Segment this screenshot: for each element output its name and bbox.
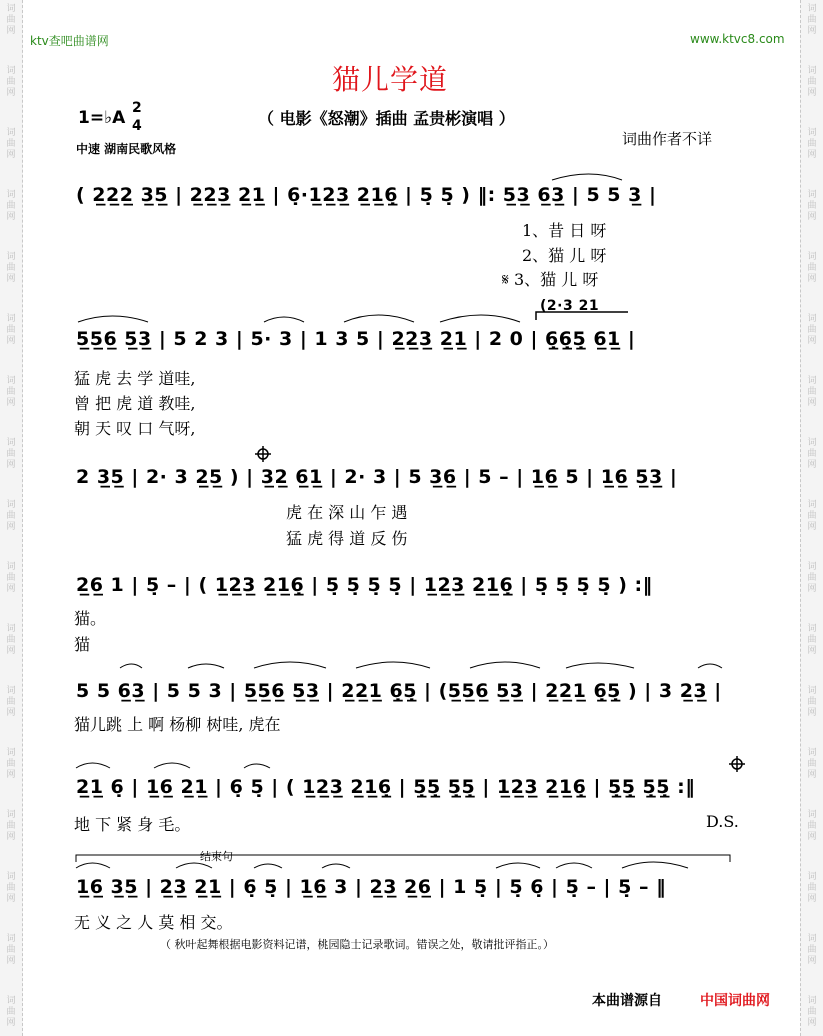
source-site: 中国词曲网 <box>700 993 770 1009</box>
time-signature-bottom: 4 <box>132 118 142 134</box>
coda-symbol-icon <box>255 446 271 462</box>
lyric-row-2-verse-3: 朝 天 叹 口 气呀, <box>74 419 196 438</box>
watermark-glyph-stack: 词 曲 网 <box>807 686 817 718</box>
watermark-glyph-stack: 词 曲 网 <box>807 500 817 532</box>
watermark-glyph-stack: 词 曲 网 <box>807 748 817 780</box>
watermark-glyph-stack: 词 曲 网 <box>6 996 16 1028</box>
lyric-row-6: 地 下 紧 身 毛。 <box>74 815 191 834</box>
watermark-glyph-stack: 词 曲 网 <box>6 438 16 470</box>
tempo-style: 中速 湖南民歌风格 <box>76 142 177 156</box>
watermark-glyph-stack: 词 曲 网 <box>6 4 16 36</box>
watermark-site-left: ktv查吧曲谱网 <box>30 34 109 48</box>
watermark-glyph-stack: 词 曲 网 <box>6 500 16 532</box>
watermark-glyph-stack: 词 曲 网 <box>6 314 16 346</box>
watermark-glyph-stack: 词 曲 网 <box>6 872 16 904</box>
dal-segno-mark: D.S. <box>706 812 739 831</box>
lyric-row-4-verse-2: 猫 <box>74 635 91 654</box>
watermark-glyph-stack: 词 曲 网 <box>807 810 817 842</box>
lyric-row-2-verse-1: 猛 虎 去 学 道哇, <box>74 369 196 388</box>
watermark-glyph-stack: 词 曲 网 <box>6 190 16 222</box>
lyric-row-3-verse-2: 猛 虎 得 道 反 伤 <box>286 529 408 548</box>
notation-row-3: 2 3̲5̲ | 2· 3 2̲5̲ ) | 3̲2̲ 6̲1̲ | 2· 3 | 5 3̲6̲ | 5 – | 1̲6̲ 5 | 1̲6̲ 5̲3̲ | <box>76 466 678 488</box>
watermark-glyph-stack: 词 曲 网 <box>807 252 817 284</box>
watermark-glyph-stack: 词 曲 网 <box>807 996 817 1028</box>
watermark-site-right: www.ktvc8.com <box>690 32 785 46</box>
notation-row-7: 1̲6̲ 3̲5̲ | 2̲3̲ 2̲1̲ | 6̣ 5̣ | 1̲6̲ 3 | 2̲3̲ 2̲6̲ | 1 5̣ | 5̣ 6̣ | 5̣ – | 5̣ – ‖ <box>76 876 667 898</box>
watermark-glyph-stack: 词 曲 网 <box>6 748 16 780</box>
watermark-glyph-stack: 词 曲 网 <box>807 190 817 222</box>
lyric-row-5: 猫儿跳 上 啊 杨柳 树哇, 虎在 <box>74 715 281 734</box>
watermark-glyph-stack: 词 曲 网 <box>807 4 817 36</box>
lyric-row-1-verse-2: 2、猫 儿 呀 <box>522 246 607 265</box>
composer-credit: 词曲作者不详 <box>622 130 713 148</box>
watermark-glyph-stack: 词 曲 网 <box>6 376 16 408</box>
watermark-glyph-stack: 词 曲 网 <box>6 66 16 98</box>
watermark-glyph-stack: 词 曲 网 <box>6 810 16 842</box>
watermark-glyph-stack: 词 曲 网 <box>807 66 817 98</box>
coda-symbol-icon <box>729 756 745 772</box>
lyric-row-1-verse-3: 𝄋 3、猫 儿 呀 <box>502 270 599 289</box>
page-title: 猫儿学道 <box>332 63 449 96</box>
lyric-row-7: 无 义 之 人 莫 相 交。 <box>74 913 233 932</box>
watermark-glyph-stack: 词 曲 网 <box>6 252 16 284</box>
watermark-glyph-stack: 词 曲 网 <box>6 934 16 966</box>
notation-row-5: 5 5 6̲3̲ | 5 5 3 | 5̲5̲6̲ 5̲3̲ | 2̲2̲1̲ 6̣̲5̣̲ | (5̲5̲6̲ 5̲3̲ | 2̲2̲1̲ 6̣̲5̣̲ ) | 3 2̲3̲ | <box>76 680 722 702</box>
lyric-row-4-verse-1: 猫。 <box>74 609 107 628</box>
lyric-row-1-verse-1: 1、昔 日 呀 <box>522 221 607 240</box>
source-label: 本曲谱源自 <box>592 993 662 1009</box>
watermark-glyph-stack: 词 曲 网 <box>6 686 16 718</box>
notation-row-4: 2̲6̲ 1 | 5̣ – | ( 1̲2̲3̲ 2̲1̲6̣̲ | 5̣ 5̣ 5̣ 5̣ | 1̲2̲3̲ 2̲1̲6̣̲ | 5̣ 5̣ 5̣ 5̣ ) :‖ <box>76 574 653 596</box>
watermark-glyph-stack: 词 曲 网 <box>807 376 817 408</box>
watermark-glyph-stack: 词 曲 网 <box>6 562 16 594</box>
watermark-glyph-stack: 词 曲 网 <box>807 872 817 904</box>
notation-row-2: 5̲5̲6̲ 5̲3̲ | 5 2 3 | 5· 3 | 1 3 5 | 2̲2̲3̲ 2̲1̲ | 2 0 | 6̣̲6̣̲5̣̲ 6̲1̲ | <box>76 328 636 350</box>
coda-ending-line <box>76 855 730 862</box>
watermark-glyph-stack: 词 曲 网 <box>807 934 817 966</box>
subtitle: （ 电影《怒潮》插曲 孟贵彬演唱 ） <box>258 109 515 128</box>
key-signature: 1=♭A <box>78 108 126 128</box>
watermark-glyph-stack: 词 曲 网 <box>6 624 16 656</box>
lyric-row-2-verse-2: 曾 把 虎 道 教哇, <box>74 394 196 413</box>
notation-row-6: 2̲1̲ 6̣ | 1̲6̲ 2̲1̲ | 6̣ 5̣ | ( 1̲2̲3̲ 2̲1̲6̣̲ | 5̣̲5̣̲ 5̣̲5̣̲ | 1̲2̲3̲ 2̲1̲6̣̲ | 5̣̲5̣̲ 5̣̲5̣̲ :‖ <box>76 776 696 798</box>
watermark-glyph-stack: 词 曲 网 <box>6 128 16 160</box>
watermark-glyph-stack: 词 曲 网 <box>807 128 817 160</box>
watermark-glyph-stack: 词 曲 网 <box>807 438 817 470</box>
notation-row-1: ( 2̲2̲2̲ 3̲5̲ | 2̲2̲3̲ 2̲1̲ | 6̣·1̲2̲3̲ 2̲1̲6̣̲ | 5̣ 5̣ ) ‖: 5̲3̲ 6̲3̲ | 5 5 3̲ | <box>76 184 657 206</box>
coda-section-label: 结束句 <box>200 850 233 863</box>
alternate-ending-bracket: (2·3 21 <box>540 298 600 314</box>
watermark-glyph-stack: 词 曲 网 <box>807 314 817 346</box>
time-signature-top: 2 <box>132 100 142 116</box>
watermark-glyph-stack: 词 曲 网 <box>807 562 817 594</box>
lyric-row-3-verse-1: 虎 在 深 山 乍 遇 <box>286 503 408 522</box>
transcription-note: （ 秋叶起舞根据电影资料记谱，桃园隐士记录歌词。错误之处，敬请批评指正。） <box>160 938 554 951</box>
watermark-glyph-stack: 词 曲 网 <box>807 624 817 656</box>
